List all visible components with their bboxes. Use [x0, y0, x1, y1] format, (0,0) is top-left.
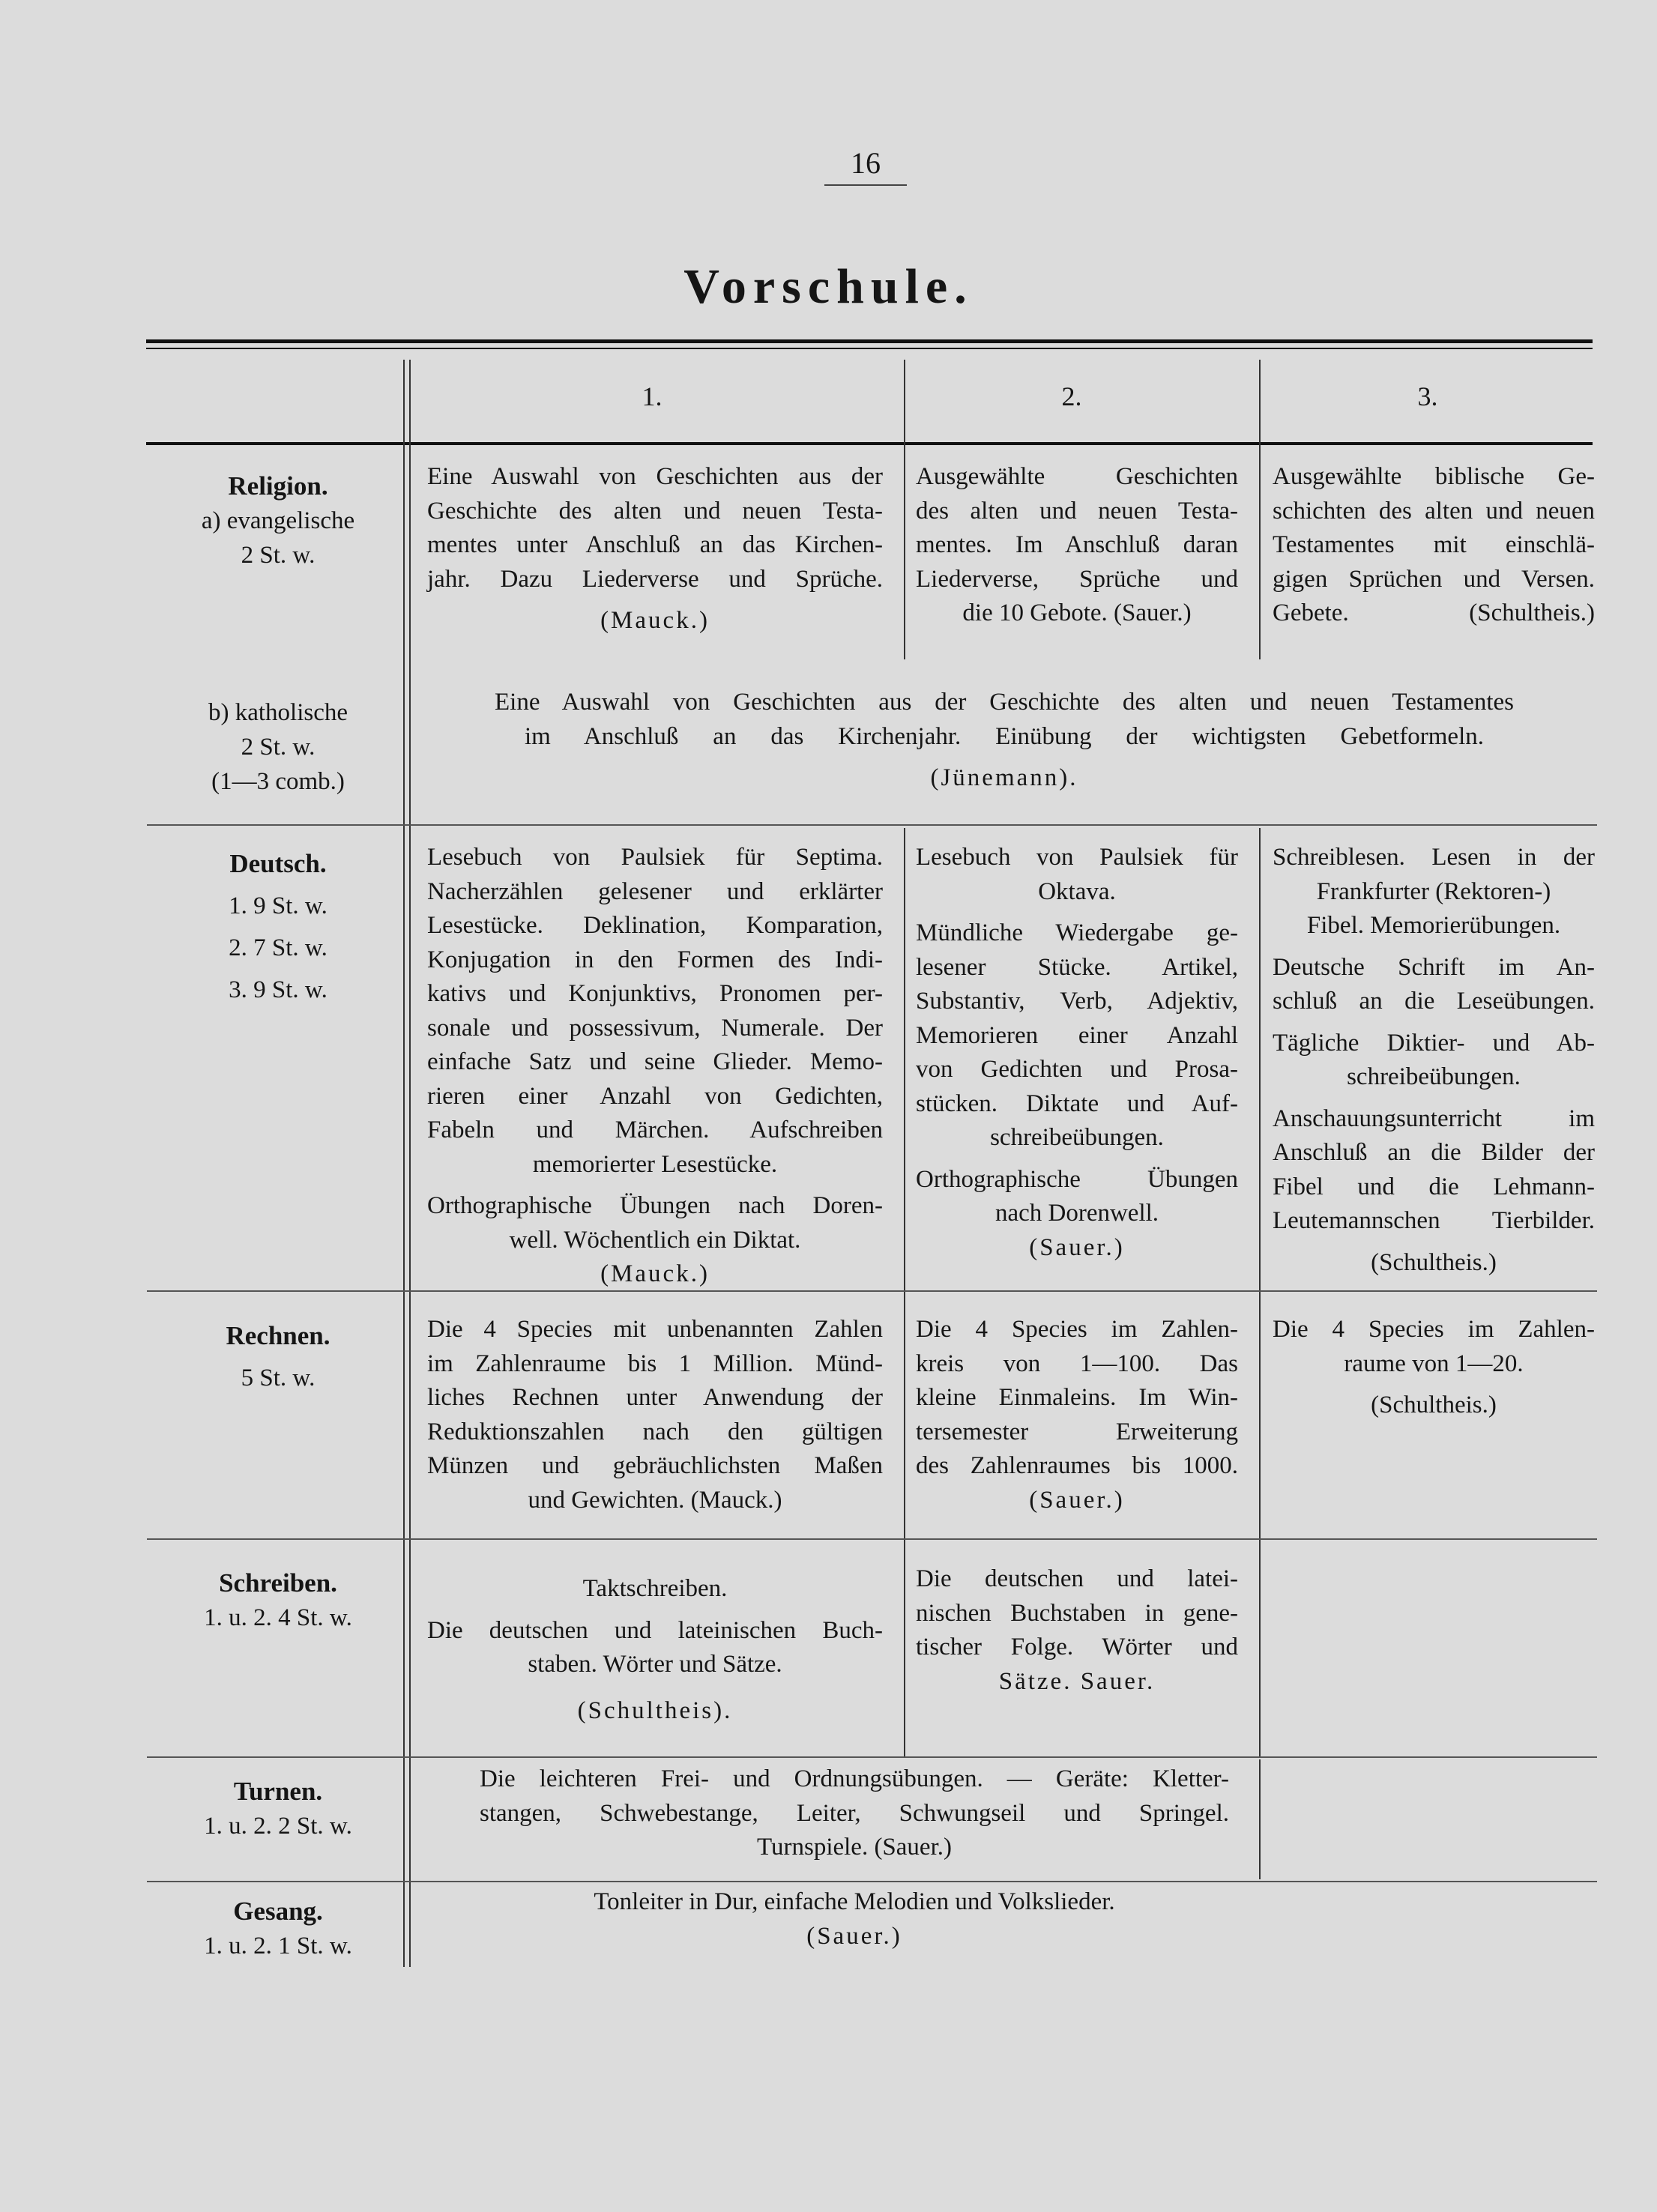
turnen-text	[480, 1762, 1229, 1865]
text-line: lesener Stücke. Artikel,	[916, 953, 1238, 981]
column-header-1: 1.	[642, 381, 663, 411]
text-line: Substantiv, Verb, Adjektiv,	[916, 988, 1238, 1015]
header-bottom-rule	[146, 442, 1593, 445]
page-number-rule	[824, 184, 907, 186]
subject-rechnen	[147, 1319, 409, 1395]
deutsch-col2	[916, 841, 1238, 1265]
religion-col3	[1273, 460, 1595, 631]
teacher-name: (Sauer.)	[1029, 1233, 1125, 1261]
subject-name: Deutsch.	[229, 849, 327, 878]
deutsch-col3	[1273, 841, 1595, 1280]
subject-sub-b: b) katholische	[208, 699, 348, 726]
text-line: nischen Buchstaben in gene-	[916, 1599, 1238, 1627]
subject-name: Religion.	[228, 471, 328, 501]
gesang-text	[480, 1885, 1229, 1953]
text-line: Memorieren einer Anzahl	[916, 1021, 1238, 1049]
text-line: Frankfurter (Rektoren-)	[1316, 877, 1551, 905]
text-line: Fibel. Memorierübungen.	[1306, 912, 1561, 939]
teacher-name: (Schultheis).	[577, 1696, 733, 1724]
text-line: Turnspiele. (Sauer.)	[756, 1834, 952, 1861]
subject-combined: (1—3 comb.)	[211, 768, 345, 795]
text-line: jahr. Dazu Liederverse und Sprüche.	[427, 565, 883, 593]
text-line: Die leichteren Frei- und Ordnungsübungen. — Geräte: Kletter-	[480, 1765, 1229, 1792]
teacher-name: (Mauck.)	[600, 1260, 710, 1287]
col-divider-2-3-c	[1259, 1759, 1261, 1879]
text-line: tischer Folge. Wörter und	[916, 1634, 1238, 1660]
subject-name: Turnen.	[233, 1777, 323, 1806]
text-line: rieren einer Anzahl von Gedichten,	[427, 1082, 883, 1110]
text-line: von Gedichten und Prosa-	[916, 1056, 1238, 1083]
text-line: Taktschreiben.	[582, 1575, 728, 1602]
text-line: des Zahlenraumes bis 1000.	[916, 1452, 1238, 1479]
column-header-2: 2.	[1061, 381, 1082, 411]
rechnen-col2	[916, 1313, 1238, 1517]
schreiben-col1	[427, 1572, 883, 1728]
text-line: Reduktionszahlen nach den gültigen	[427, 1418, 883, 1445]
teacher-name: (Sauer.)	[806, 1922, 902, 1950]
text-line: Die 4 Species im Zahlen-	[1273, 1316, 1595, 1343]
subject-gesang	[147, 1894, 409, 1963]
subject-column-divider	[403, 360, 405, 1967]
subject-name: Schreiben.	[219, 1568, 337, 1598]
table-top-rule	[146, 339, 1593, 343]
text-line: Eine Auswahl von Geschichten aus der	[427, 463, 883, 490]
subject-turnen	[147, 1774, 409, 1843]
text-line: Gebete. (Schultheis.)	[1273, 599, 1595, 626]
subject-hours: 1. u. 2. 2 St. w.	[204, 1813, 352, 1840]
text-line: Die 4 Species im Zahlen-	[916, 1316, 1238, 1343]
religion-col1	[427, 460, 883, 638]
text-line: sonale und possessivum, Numerale. Der	[427, 1014, 883, 1042]
row-rule-religion	[147, 824, 1597, 826]
subject-religion-b	[147, 695, 409, 799]
text-line: Fibel und die Lehmann-	[1273, 1173, 1595, 1200]
teacher-name: (Jünemann).	[930, 764, 1078, 791]
text-line: Tonleiter in Dur, einfache Melodien und Volkslieder.	[594, 1888, 1115, 1915]
text-line: well. Wöchentlich ein Diktat.	[509, 1226, 801, 1254]
text-line: Liederverse, Sprüche und	[916, 565, 1238, 593]
page-title: Vorschule.	[683, 259, 974, 314]
subject-hours: 5 St. w.	[241, 1365, 316, 1391]
subject-name: Gesang.	[233, 1897, 323, 1926]
text-line: Oktava.	[1038, 877, 1116, 905]
text-line: mentes. Im Anschluß daran	[916, 531, 1238, 558]
text-line: einfache Satz und seine Glieder. Memo-	[427, 1048, 883, 1075]
text-line: Lesebuch von Paulsiek für Septima.	[427, 844, 883, 871]
subject-hours: 2 St. w.	[241, 542, 316, 569]
subject-hours: 2 St. w.	[241, 734, 316, 761]
col-divider-2-3-b	[1259, 828, 1261, 1757]
text-line: Ausgewählte biblische Ge-	[1273, 463, 1595, 490]
text-line: Schreiblesen. Lesen in der	[1273, 844, 1595, 871]
teacher-name: (Mauck.)	[600, 607, 710, 634]
text-line: die 10 Gebote. (Sauer.)	[962, 599, 1192, 626]
text-line: Die deutschen und lateinischen Buch-	[427, 1616, 883, 1644]
text-line: Lesebuch von Paulsiek für	[916, 844, 1238, 871]
text-line: schreibeübungen.	[1347, 1063, 1521, 1090]
text-line: des alten und neuen Testa-	[916, 497, 1238, 525]
text-line: Testamentes mit einschlä-	[1273, 531, 1595, 558]
teacher-name: (Schultheis.)	[1371, 1391, 1497, 1418]
text-line: stücken. Diktate und Auf-	[916, 1090, 1238, 1117]
text-line: schreibeübungen.	[990, 1124, 1164, 1151]
text-line: nach Dorenwell.	[994, 1200, 1159, 1227]
text-line: Tägliche Diktier- und Ab-	[1273, 1029, 1595, 1057]
text-line: Die 4 Species mit unbenannten Zahlen	[427, 1316, 883, 1343]
text-line: staben. Wörter und Sätze.	[528, 1651, 782, 1678]
text-line: Deutsche Schrift im An-	[1273, 953, 1595, 981]
text-line: Orthographische Übungen	[916, 1165, 1238, 1193]
text-line: Leutemannschen Tierbilder.	[1273, 1207, 1595, 1234]
text-line: Eine Auswahl von Geschichten aus der Geschichte des alten und neuen Testamentes	[495, 689, 1514, 716]
column-header-3: 3.	[1417, 381, 1438, 411]
text-line: mentes unter Anschluß an das Kirchen-	[427, 531, 883, 558]
subject-religion	[147, 469, 409, 572]
rechnen-col1	[427, 1313, 883, 1517]
religion-col2	[916, 460, 1238, 631]
teacher-name: (Sauer.)	[1029, 1486, 1125, 1514]
subject-hours: 1. u. 2. 1 St. w.	[204, 1933, 352, 1959]
col-divider-1-2-a	[904, 360, 905, 659]
text-line: Ausgewählte Geschichten	[916, 463, 1238, 490]
text-line: Lesestücke. Deklination, Komparation,	[427, 912, 883, 939]
col-divider-1-2-b	[904, 828, 905, 1757]
text-line: Fabeln und Märchen. Aufschreiben	[427, 1116, 883, 1143]
subject-name: Rechnen.	[226, 1321, 331, 1350]
teacher-name: (Schultheis.)	[1371, 1248, 1497, 1276]
subject-deutsch	[147, 847, 409, 1007]
text-line: stangen, Schwebestange, Leiter, Schwungseil und Springel.	[480, 1799, 1229, 1827]
text-line: Nacherzählen gelesener und erklärter	[427, 877, 883, 905]
text-line: Sätze. Sauer.	[998, 1667, 1156, 1695]
subject-hours: 1. 9 St. w.	[229, 892, 328, 919]
row-rule-schreiben	[147, 1756, 1597, 1758]
text-line: Geschichte des alten und neuen Testa-	[427, 497, 883, 525]
table-top-rule-thin	[146, 348, 1593, 349]
subject-column-divider-2	[409, 360, 411, 1967]
text-line: kleine Einmaleins. Im Win-	[916, 1384, 1238, 1411]
religion-b-text	[495, 686, 1514, 796]
subject-hours: 2. 7 St. w.	[229, 934, 328, 961]
text-line: im Zahlenraume bis 1 Million. Münd-	[427, 1350, 883, 1377]
text-line: Die deutschen und latei-	[916, 1565, 1238, 1592]
text-line: raume von 1—20.	[1344, 1350, 1524, 1377]
text-line: schichten des alten und neuen	[1273, 497, 1595, 525]
text-line: liches Rechnen unter Anwendung der	[427, 1384, 883, 1411]
col-divider-2-3-a	[1259, 360, 1261, 659]
text-line: kreis von 1—100. Das	[916, 1350, 1238, 1377]
text-line: Anschauungsunterricht im	[1273, 1105, 1595, 1132]
text-line: tersemester Erweiterung	[916, 1418, 1238, 1445]
page-number: 16	[851, 146, 881, 180]
text-line: Konjugation in den Formen des Indi-	[427, 946, 883, 973]
text-line: schluß an die Leseübungen.	[1273, 988, 1595, 1015]
text-line: gigen Sprüchen und Versen.	[1273, 565, 1595, 593]
text-line: und Gewichten. (Mauck.)	[528, 1486, 782, 1514]
subject-sub-a: a) evangelische	[201, 507, 355, 534]
subject-schreiben	[147, 1566, 409, 1635]
text-line: Anschluß an die Bilder der	[1273, 1139, 1595, 1166]
rechnen-col3	[1273, 1313, 1595, 1423]
row-rule-turnen	[147, 1881, 1597, 1882]
schreiben-col2	[916, 1562, 1238, 1699]
deutsch-col1	[427, 841, 883, 1292]
text-line: Mündliche Wiedergabe ge-	[916, 919, 1238, 946]
text-line: Orthographische Übungen nach Doren-	[427, 1192, 883, 1219]
subject-hours: 3. 9 St. w.	[229, 976, 328, 1003]
text-line: kativs und Konjunktivs, Pronomen per-	[427, 980, 883, 1007]
row-rule-rechnen	[147, 1538, 1597, 1540]
text-line: im Anschluß an das Kirchenjahr. Einübung der wichtigsten Gebetformeln.	[525, 722, 1484, 750]
text-line: memorierter Lesestücke.	[532, 1150, 778, 1178]
text-line: Münzen und gebräuchlichsten Maßen	[427, 1452, 883, 1479]
subject-hours: 1. u. 2. 4 St. w.	[204, 1604, 352, 1631]
